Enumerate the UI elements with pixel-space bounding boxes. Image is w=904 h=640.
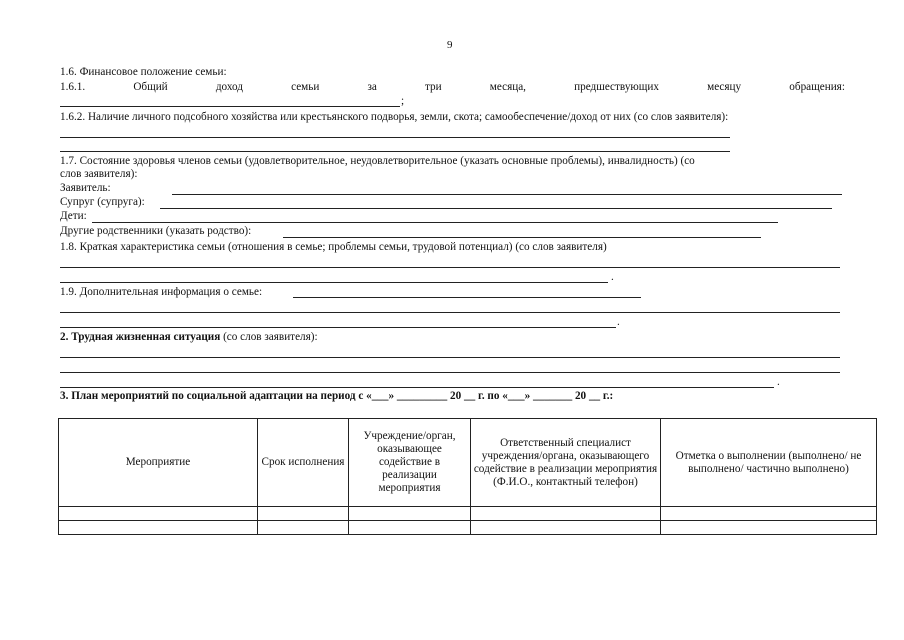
additional-fill-line-3[interactable]: [60, 327, 616, 328]
income-word: за: [367, 81, 377, 93]
children-field[interactable]: [92, 222, 778, 223]
situation-fill-line-1[interactable]: [60, 357, 840, 358]
column-header-activity: Мероприятие: [59, 419, 258, 507]
table-cell[interactable]: [59, 507, 258, 521]
applicant-field[interactable]: [172, 194, 842, 195]
section-1-7-heading-cont: слов заявителя):: [60, 168, 138, 180]
income-word: предшествующих: [574, 81, 659, 93]
income-word: Общий: [133, 81, 168, 93]
plan-table-header-row: [59, 419, 877, 507]
income-word: три: [425, 81, 442, 93]
income-word: семьи: [291, 81, 320, 93]
income-word: обращения:: [789, 81, 845, 93]
subsistence-heading: 1.6.2. Наличие личного подсобного хозяйства или крестьянского подворья, земли, скота; самообеспечение/доход от них (со слов заявителя):: [60, 111, 729, 123]
column-header-responsible: Ответственный специалист учреждения/органа, оказывающего содействие в реализации мероприятия (Ф.И.О., контактный телефон): [471, 419, 661, 507]
section-2-heading: [60, 331, 318, 344]
subsistence-fill-line-2[interactable]: [60, 151, 730, 152]
additional-fill-line-1[interactable]: [293, 297, 641, 298]
income-word: 1.6.1.: [60, 81, 86, 93]
table-cell[interactable]: [661, 521, 877, 535]
family-fill-line-2[interactable]: [60, 282, 608, 283]
table-cell[interactable]: [258, 521, 349, 535]
subsistence-fill-line-1[interactable]: [60, 137, 730, 138]
page-number: 9: [447, 39, 453, 51]
income-end: ;: [401, 95, 405, 107]
section-1-6-heading: 1.6. Финансовое положение семьи:: [60, 66, 227, 78]
applicant-label: Заявитель:: [60, 182, 111, 194]
family-end: .: [611, 271, 614, 283]
additional-end: .: [617, 316, 620, 328]
income-word: месяцу: [707, 81, 742, 93]
spouse-label: Супруг (супруга):: [60, 196, 145, 208]
table-cell[interactable]: [258, 507, 349, 521]
situation-end: .: [777, 376, 780, 388]
table-cell[interactable]: [349, 507, 471, 521]
column-header-deadline: Срок исполнения: [258, 419, 349, 507]
table-cell[interactable]: [471, 507, 661, 521]
column-header-status: Отметка о выполнении (выполнено/ не выполнено/ частично выполнено): [661, 419, 877, 507]
family-fill-line-1[interactable]: [60, 267, 840, 268]
table-cell[interactable]: [59, 521, 258, 535]
situation-fill-line-3[interactable]: [60, 387, 774, 388]
additional-fill-line-2[interactable]: [60, 312, 840, 313]
income-word: месяца,: [489, 81, 526, 93]
section-3-heading: 3. План мероприятий по социальной адаптации на период с «___» _________ 20 __ г. по «___» _______ 20 __ г.:: [60, 390, 614, 402]
table-row: [59, 507, 877, 521]
table-cell[interactable]: [471, 521, 661, 535]
income-word: доход: [215, 81, 243, 93]
relatives-label: Другие родственники (указать родство):: [60, 225, 252, 237]
table-row: [59, 521, 877, 535]
plan-table: [58, 418, 877, 535]
section-2-note: (со слов заявителя):: [220, 331, 318, 343]
income-line: [60, 81, 845, 94]
children-label: Дети:: [60, 210, 87, 222]
situation-fill-line-2[interactable]: [60, 372, 840, 373]
relatives-field[interactable]: [283, 237, 761, 238]
income-fill-line[interactable]: [60, 106, 400, 107]
section-1-8-heading: 1.8. Краткая характеристика семьи (отношения в семье; проблемы семьи, трудовой потенциал) (со слов заявителя): [60, 241, 607, 253]
column-header-institution: Учреждение/орган, оказывающее содействие в реализации мероприятия: [349, 419, 471, 507]
section-2-title: 2. Трудная жизненная ситуация: [60, 331, 221, 343]
table-cell[interactable]: [661, 507, 877, 521]
spouse-field[interactable]: [160, 208, 832, 209]
section-1-7-heading: 1.7. Состояние здоровья членов семьи (удовлетворительное, неудовлетворительное (указать основные проблемы), инвалидность) (со: [60, 155, 695, 167]
section-1-9-heading: 1.9. Дополнительная информация о семье:: [60, 286, 263, 298]
table-cell[interactable]: [349, 521, 471, 535]
